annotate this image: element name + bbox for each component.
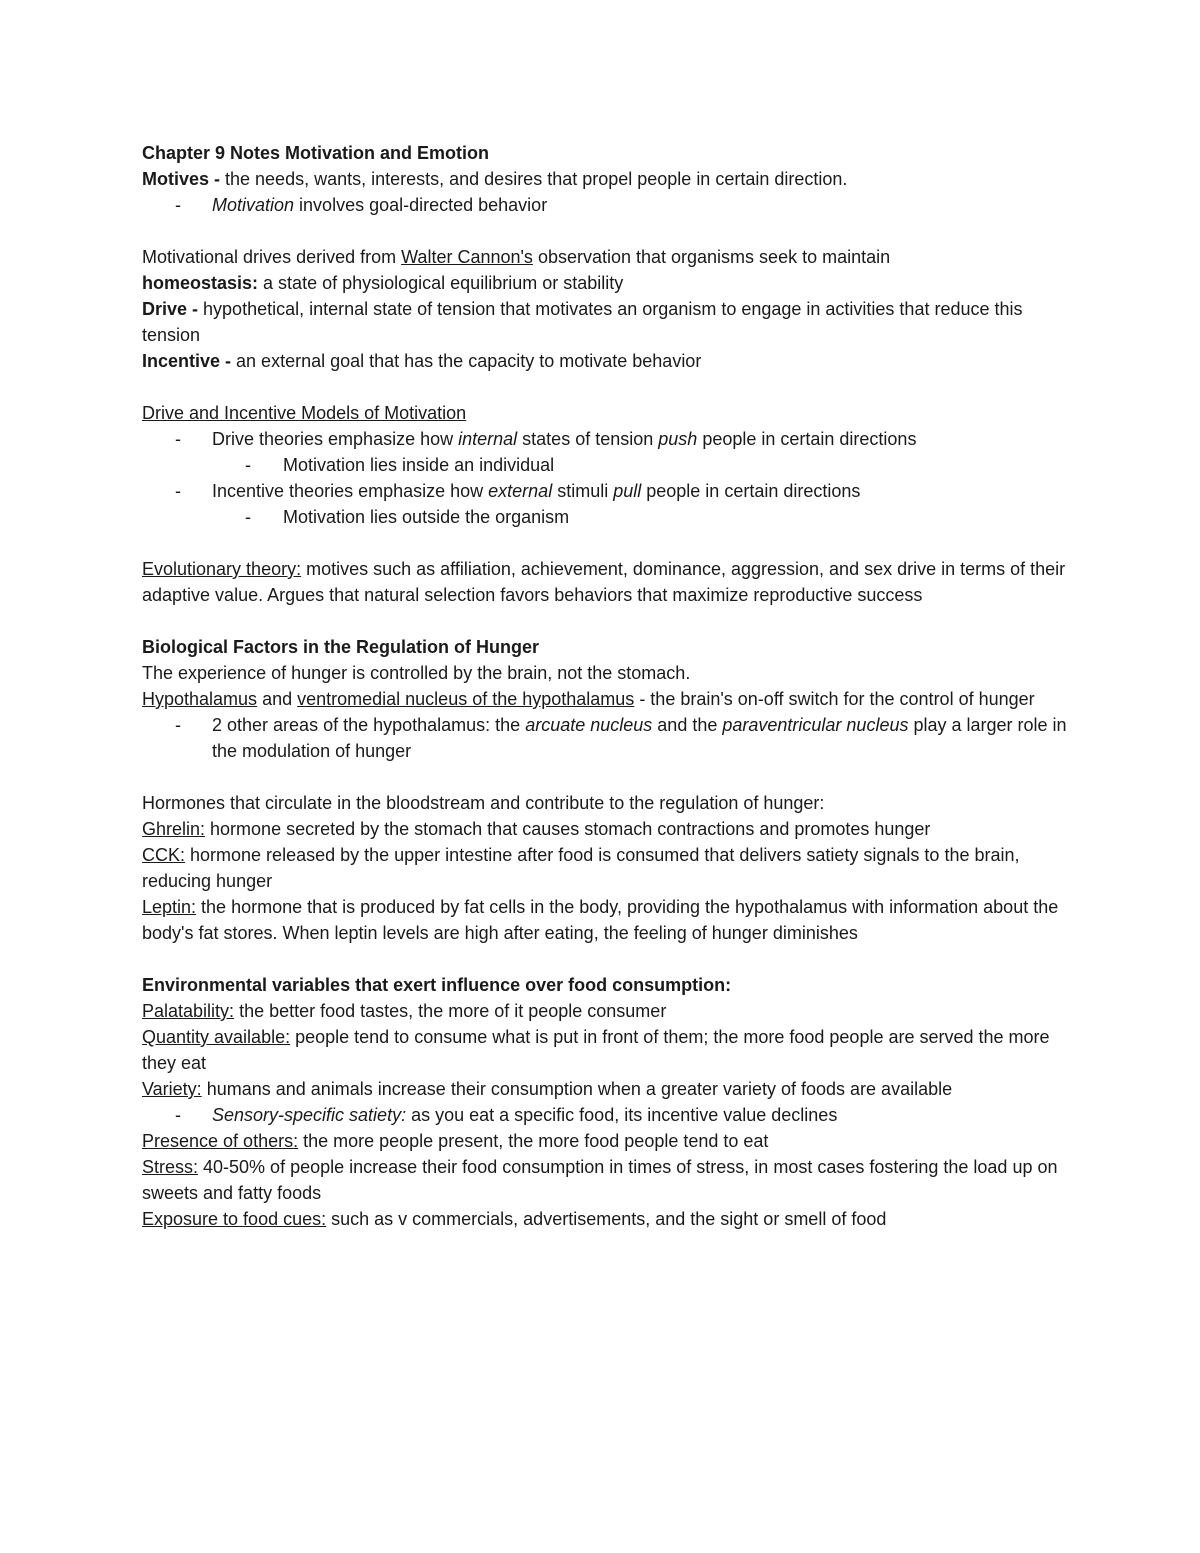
food-cues-definition: Exposure to food cues: such as v commercials, advertisements, and the sight or smell of food — [142, 1209, 887, 1229]
motives-bullet: - Motivation involves goal-directed behavior — [142, 192, 1067, 218]
ghrelin-definition: Ghrelin: hormone secreted by the stomach that causes stomach contractions and promotes hunger — [142, 819, 931, 839]
hypothalamus-areas-bullet: - 2 other areas of the hypothalamus: the arcuate nucleus and the paraventricular nucleus play a larger role in the modulation of hunger — [142, 712, 1067, 764]
environment-heading: Environmental variables that exert influence over food consumption: — [142, 975, 732, 995]
incentive-theories-bullet: - Incentive theories emphasize how external stimuli pull people in certain directions — [142, 478, 1067, 504]
paragraph-gap — [142, 374, 1067, 400]
quantity-definition: Quantity available: people tend to consume what is put in front of them; the more food people are served the more they eat — [142, 1027, 1050, 1073]
cck-definition: CCK: hormone released by the upper intestine after food is consumed that delivers satiety signals to the brain, reducing hunger — [142, 845, 1020, 891]
paragraph-gap — [142, 764, 1067, 790]
sensory-satiety-bullet: - Sensory-specific satiety: as you eat a specific food, its incentive value declines — [142, 1102, 1067, 1128]
presence-definition: Presence of others: the more people present, the more food people tend to eat — [142, 1131, 769, 1151]
variety-definition: Variety: humans and animals increase their consumption when a greater variety of foods are available — [142, 1079, 953, 1099]
bullet-dash: - — [245, 507, 251, 527]
drive-theories-subbullet: - Motivation lies inside an individual — [142, 452, 1067, 478]
chapter-title: Chapter 9 Notes Motivation and Emotion — [142, 143, 490, 163]
paragraph-gap — [142, 946, 1067, 972]
bullet-dash: - — [175, 429, 181, 449]
drive-theories-bullet: - Drive theories emphasize how internal states of tension push people in certain directions — [142, 426, 1067, 452]
document-page — [142, 140, 1067, 1232]
hunger-heading: Biological Factors in the Regulation of Hunger — [142, 637, 540, 657]
bullet-dash: - — [245, 455, 251, 475]
hypothalamus-definition: Hypothalamus and ventromedial nucleus of the hypothalamus - the brain's on-off switch for the control of hunger — [142, 689, 1035, 709]
bullet-dash: - — [175, 481, 181, 501]
bullet-dash: - — [175, 715, 181, 735]
incentive-theories-subbullet: - Motivation lies outside the organism — [142, 504, 1067, 530]
drive-definition: Drive - hypothetical, internal state of tension that motivates an organism to engage in activities that reduce this tension — [142, 299, 1023, 345]
paragraph-gap — [142, 608, 1067, 634]
hormones-intro: Hormones that circulate in the bloodstream and contribute to the regulation of hunger: — [142, 793, 825, 813]
palatability-definition: Palatability: the better food tastes, the more of it people consumer — [142, 1001, 667, 1021]
bullet-dash: - — [175, 1105, 181, 1125]
leptin-definition: Leptin: the hormone that is produced by fat cells in the body, providing the hypothalamus with information about the body's fat stores. When leptin levels are high after eating, the feeling of hunger diminishes — [142, 897, 1059, 943]
hunger-intro: The experience of hunger is controlled by the brain, not the stomach. — [142, 663, 691, 683]
models-heading: Drive and Incentive Models of Motivation — [142, 403, 467, 423]
paragraph-gap — [142, 530, 1067, 556]
bullet-dash: - — [175, 195, 181, 215]
incentive-definition: Incentive - an external goal that has the capacity to motivate behavior — [142, 351, 702, 371]
evolutionary-theory: Evolutionary theory: motives such as affiliation, achievement, dominance, aggression, and sex drive in terms of their adaptive value. Argues that natural selection favors behaviors that maximize reproductive success — [142, 559, 1066, 605]
drives-intro: Motivational drives derived from Walter Cannon's observation that organisms seek to maintain — [142, 247, 891, 267]
motives-definition: Motives - the needs, wants, interests, and desires that propel people in certain direction. — [142, 169, 848, 189]
stress-definition: Stress: 40-50% of people increase their food consumption in times of stress, in most cases fostering the load up on sweets and fatty foods — [142, 1157, 1058, 1203]
homeostasis-definition: homeostasis: a state of physiological equilibrium or stability — [142, 273, 624, 293]
paragraph-gap — [142, 218, 1067, 244]
